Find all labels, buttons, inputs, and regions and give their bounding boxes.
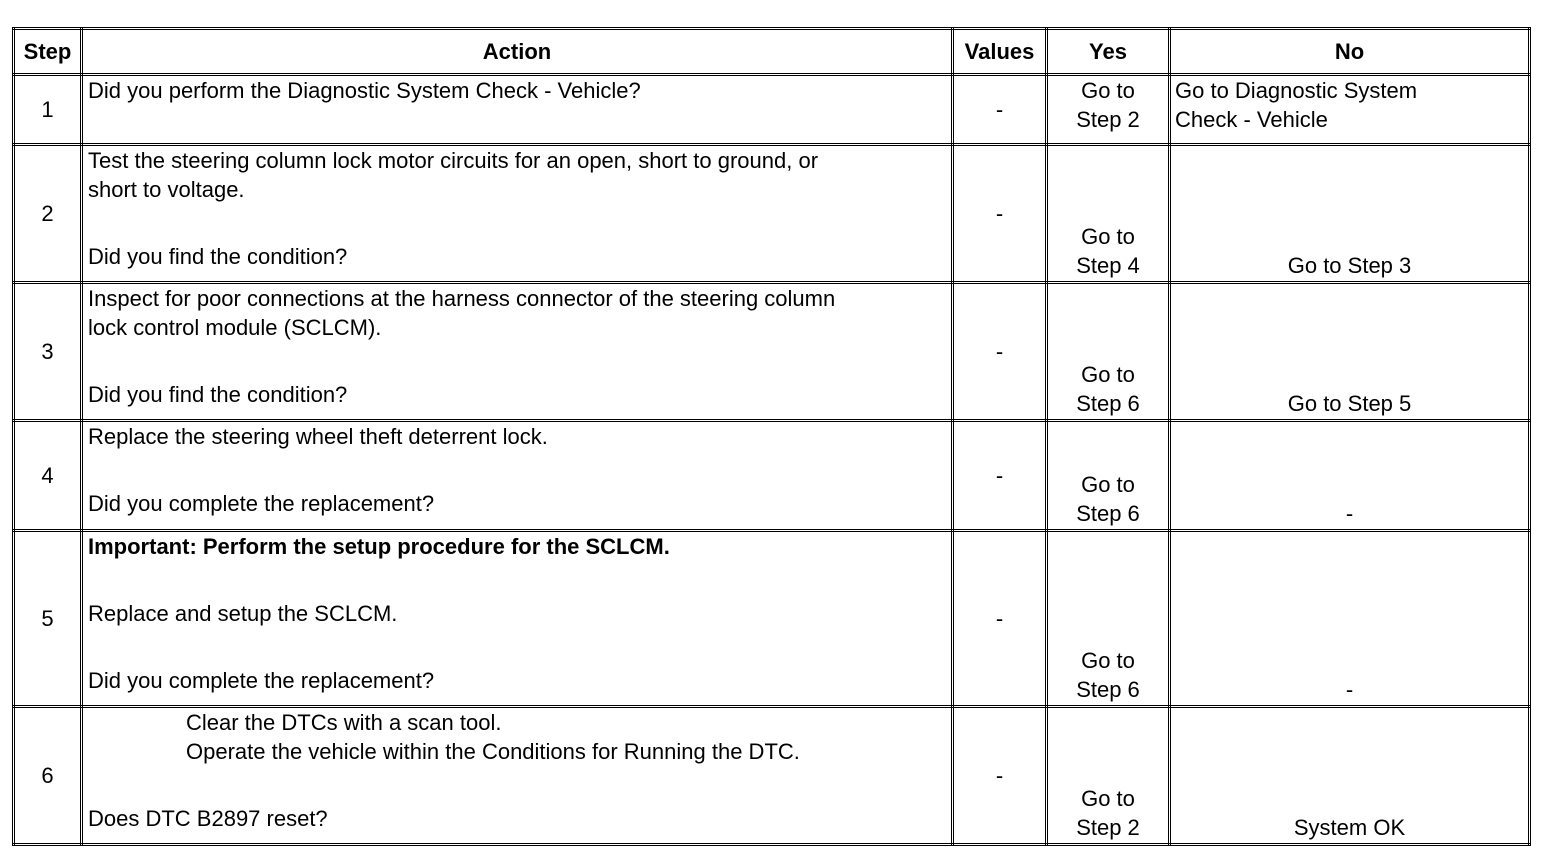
step-number: 4 [14, 421, 82, 531]
values-cell: - [953, 421, 1047, 531]
no-cell [1170, 421, 1530, 531]
action-cell [82, 145, 953, 283]
yes-cell [1047, 75, 1170, 145]
action-cell [82, 421, 953, 531]
table-row [14, 75, 1530, 145]
action-line: Replace and setup the SCLCM. [88, 601, 398, 626]
important-note: Important: Perform the setup procedure for the SCLCM. [88, 534, 670, 559]
yes-cell [1047, 531, 1170, 707]
action-line: Did you find the condition? [88, 244, 348, 269]
step-number: 3 [14, 283, 82, 421]
no-cell [1170, 531, 1530, 707]
step-number: 5 [14, 531, 82, 707]
action-cell [82, 531, 953, 707]
action-line: Operate the vehicle within the Conditions for Running the DTC. [186, 739, 800, 764]
values-cell: - [953, 283, 1047, 421]
no-line: Go to Step 5 [1287, 391, 1412, 416]
yes-line: Step 4 [1076, 253, 1140, 278]
step-number: 2 [14, 145, 82, 283]
action-line: Did you complete the replacement? [88, 668, 435, 693]
action-line: Did you perform the Diagnostic System Check - Vehicle? [88, 78, 641, 103]
yes-line: Step 6 [1076, 677, 1140, 702]
yes-cell [1047, 707, 1170, 845]
header-step: Step [14, 29, 82, 75]
yes-cell [1047, 283, 1170, 421]
yes-cell [1047, 421, 1170, 531]
yes-line: Go to [1081, 78, 1135, 103]
yes-line: Go to [1081, 224, 1135, 249]
no-line: Go to Diagnostic System [1175, 78, 1418, 103]
table-row [14, 145, 1530, 283]
table-row [14, 421, 1530, 531]
no-cell [1170, 75, 1530, 145]
yes-line: Step 2 [1076, 815, 1140, 840]
no-cell [1170, 283, 1530, 421]
yes-line: Go to [1081, 472, 1135, 497]
step-number: 1 [14, 75, 82, 145]
action-line: Test the steering column lock motor circuits for an open, short to ground, or [88, 148, 819, 173]
table-row [14, 707, 1530, 845]
no-line: - [1345, 677, 1354, 702]
step-number: 6 [14, 707, 82, 845]
action-line: Inspect for poor connections at the harness connector of the steering column [88, 286, 836, 311]
values-cell: - [953, 531, 1047, 707]
diagnostic-table [12, 27, 1531, 846]
values-cell: - [953, 75, 1047, 145]
yes-line: Step 2 [1076, 107, 1140, 132]
header-values: Values [953, 29, 1047, 75]
action-line: Does DTC B2897 reset? [88, 806, 328, 831]
action-cell [82, 75, 953, 145]
no-line: Go to Step 3 [1287, 253, 1412, 278]
action-line: lock control module (SCLCM). [88, 315, 382, 340]
yes-line: Go to [1081, 648, 1135, 673]
yes-line: Step 6 [1076, 391, 1140, 416]
no-line: System OK [1293, 815, 1406, 840]
header-no: No [1170, 29, 1530, 75]
header-row [14, 29, 1530, 75]
action-line: short to voltage. [88, 177, 245, 202]
table-row [14, 531, 1530, 707]
table-row [14, 283, 1530, 421]
values-cell: - [953, 707, 1047, 845]
no-cell [1170, 707, 1530, 845]
no-line: Check - Vehicle [1175, 107, 1328, 132]
yes-line: Step 6 [1076, 501, 1140, 526]
action-cell [82, 283, 953, 421]
yes-line: Go to [1081, 786, 1135, 811]
action-cell [82, 707, 953, 845]
action-line: Clear the DTCs with a scan tool. [186, 710, 502, 735]
values-cell: - [953, 145, 1047, 283]
header-yes: Yes [1047, 29, 1170, 75]
action-line: Did you complete the replacement? [88, 491, 435, 516]
no-line: - [1345, 501, 1354, 526]
yes-line: Go to [1081, 362, 1135, 387]
no-cell [1170, 145, 1530, 283]
action-line: Replace the steering wheel theft deterrent lock. [88, 424, 548, 449]
yes-cell [1047, 145, 1170, 283]
header-action: Action [82, 29, 953, 75]
action-line: Did you find the condition? [88, 382, 348, 407]
